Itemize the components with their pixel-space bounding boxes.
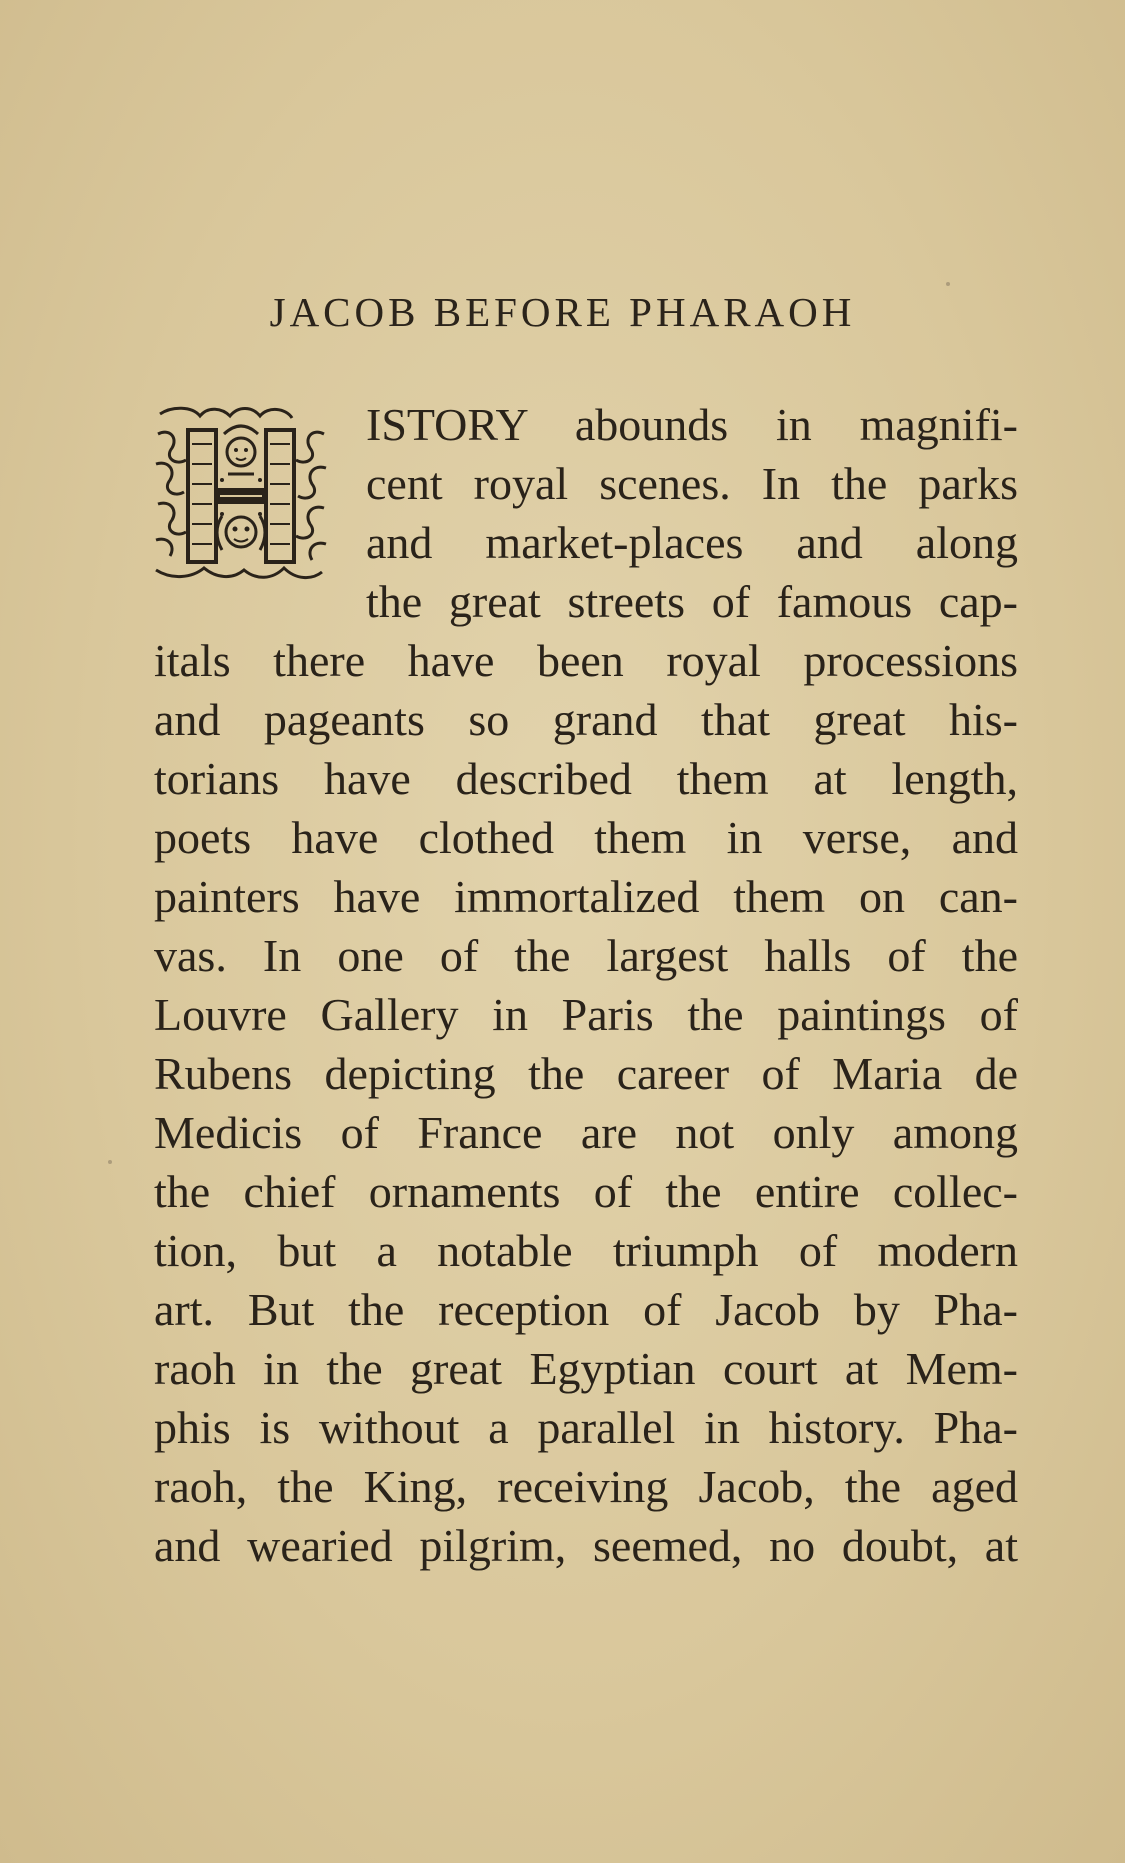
text-line: the great streets of famous cap- — [366, 576, 1018, 627]
text-line: and market-places and along — [366, 517, 1018, 568]
ornate-initial-h-icon — [152, 404, 330, 582]
text-line: and pageants so grand that great his- — [154, 694, 1018, 745]
text-line: painters have immortalized them on can- — [154, 871, 1018, 922]
chapter-title: JACOB BEFORE PHARAOH — [269, 289, 856, 335]
text-line: raoh in the great Egyptian court at Mem- — [154, 1343, 1018, 1394]
text-line: the chief ornaments of the entire collec- — [154, 1166, 1018, 1217]
text-line: Medicis of France are not only among — [154, 1107, 1018, 1158]
paper-speck — [946, 282, 950, 286]
text-line: vas. In one of the largest halls of the — [154, 930, 1018, 981]
text-line: Louvre Gallery in Paris the paintings of — [154, 989, 1018, 1040]
text-line: cent royal scenes. In the parks — [366, 458, 1018, 509]
paper-speck — [108, 1160, 112, 1164]
text-line: ISTORY abounds in magnifi- — [366, 399, 1018, 450]
text-line: itals there have been royal processions — [154, 635, 1018, 686]
text-line: art. But the reception of Jacob by Pha- — [154, 1284, 1018, 1335]
text-line: poets have clothed them in verse, and — [154, 812, 1018, 863]
text-line: torians have described them at length, — [154, 753, 1018, 804]
text-line: phis is without a parallel in history. Pha- — [154, 1402, 1018, 1453]
text-line: Rubens depicting the career of Maria de — [154, 1048, 1018, 1099]
text-line: raoh, the King, receiving Jacob, the aged — [154, 1461, 1018, 1512]
text-line: and wearied pilgrim, seemed, no doubt, at — [154, 1520, 1018, 1571]
text-line: tion, but a notable triumph of modern — [154, 1225, 1018, 1276]
